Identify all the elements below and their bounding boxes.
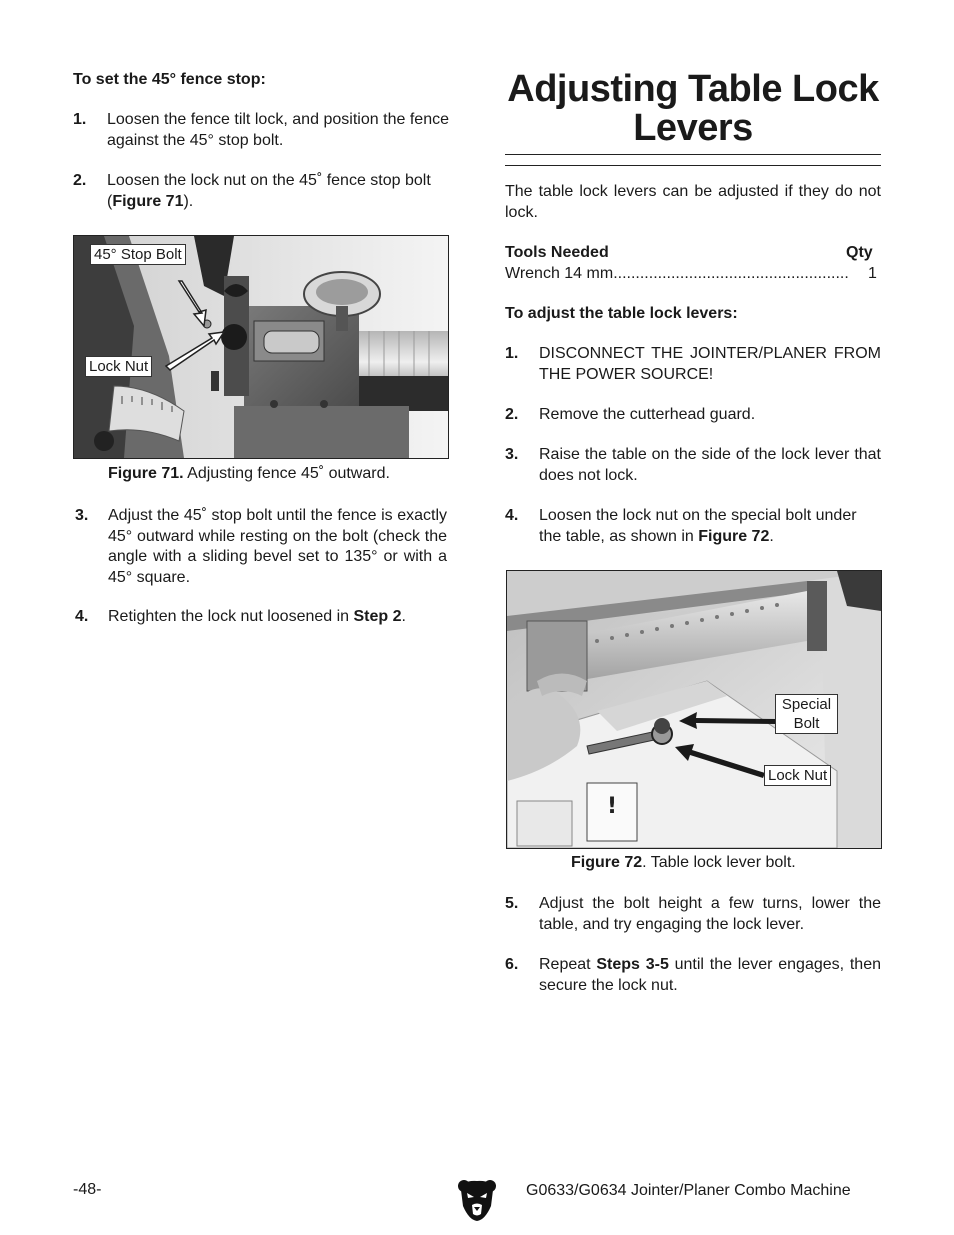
svg-text:!: ! <box>607 794 618 819</box>
left-step-3 <box>75 506 449 590</box>
tool-qty: 1 <box>866 264 877 285</box>
step-text: Remove the cutterhead guard. <box>539 406 756 423</box>
left-step-4 <box>75 607 449 629</box>
step-number: 4. <box>505 507 519 524</box>
procedure-heading: To adjust the table lock levers: <box>505 305 738 322</box>
step-number: 6. <box>505 956 519 973</box>
step-number: 5. <box>505 895 519 912</box>
callout-special-bolt: Special Bolt <box>775 694 838 734</box>
step-number: 4. <box>75 608 89 625</box>
title-rule-top <box>505 154 881 155</box>
section-title: Adjusting Table Lock Levers <box>507 68 879 149</box>
fence-stop-illustration <box>74 236 448 458</box>
callout-lock-nut: Lock Nut <box>85 356 152 377</box>
step-reference: Steps 3-5 <box>596 956 669 973</box>
step-text: Loosen the lock nut on the special bolt under the table, as shown in Figure 72. <box>539 507 857 545</box>
title-rule-bottom <box>505 165 881 166</box>
figure-72-caption: Figure 72. Table lock lever bolt. <box>571 854 796 871</box>
step-text: Adjust the bolt height a few turns, lower the table, and try engaging the lock lever. <box>539 895 881 933</box>
tool-row <box>505 264 877 285</box>
callout-lock-nut: Lock Nut <box>764 765 831 786</box>
right-step-5 <box>505 894 881 936</box>
figure-reference: Figure 72 <box>698 527 770 545</box>
step-number: 3. <box>505 446 519 463</box>
tool-name: Wrench 14 mm <box>505 265 614 282</box>
step-text: Retighten the lock nut loosened in Step 2. <box>108 608 406 625</box>
page-number: -48- <box>73 1181 102 1198</box>
step-text: Raise the table on the side of the lock lever that does not lock. <box>539 446 881 484</box>
step-number: 2. <box>73 172 87 189</box>
step-text: Loosen the lock nut on the 45˚ fence stop bolt (Figure 71). <box>107 172 431 210</box>
leader-dots: ..................................................... <box>613 265 849 282</box>
left-step-2 <box>73 171 449 213</box>
tools-header: Tools Needed <box>505 244 609 261</box>
right-step-3 <box>505 445 881 487</box>
right-step-2 <box>505 405 881 427</box>
left-step-1 <box>73 110 449 152</box>
step-number: 2. <box>505 406 519 423</box>
right-step-1 <box>505 344 881 386</box>
figure-71-caption: Figure 71. Adjusting fence 45˚ outward. <box>108 465 390 482</box>
step-text: Repeat Steps 3-5 until the lever engages, then secure the lock nut. <box>539 956 881 994</box>
step-number: 1. <box>73 111 87 128</box>
step-number: 3. <box>75 507 89 524</box>
figure-reference: Figure 71 <box>112 192 184 210</box>
model-title: G0633/G0634 Jointer/Planer Combo Machine <box>526 1182 851 1199</box>
right-step-6 <box>505 955 881 997</box>
step-text: DISCONNECT THE JOINTER/PLANER FROM THE POWER SOURCE! <box>539 345 881 383</box>
step-text: Loosen the fence tilt lock, and position the fence against the 45° stop bolt. <box>107 111 449 149</box>
right-step-4 <box>505 506 881 548</box>
bear-head-logo-icon <box>457 1178 497 1222</box>
step-reference: Step 2 <box>353 608 402 625</box>
callout-stop-bolt: 45° Stop Bolt <box>90 244 186 265</box>
figure-72-photo <box>506 570 882 849</box>
step-text: Adjust the 45˚ stop bolt until the fence is exactly 45° outward while resting on the bolt (check the angle with a sliding bevel set to 135° or with a 45° square. <box>108 507 447 586</box>
intro-text: The table lock levers can be adjusted if they do not lock. <box>505 183 881 221</box>
figure-71-photo <box>73 235 449 459</box>
qty-header: Qty <box>846 244 873 261</box>
step-number: 1. <box>505 345 519 362</box>
left-section-heading: To set the 45° fence stop: <box>73 71 266 88</box>
